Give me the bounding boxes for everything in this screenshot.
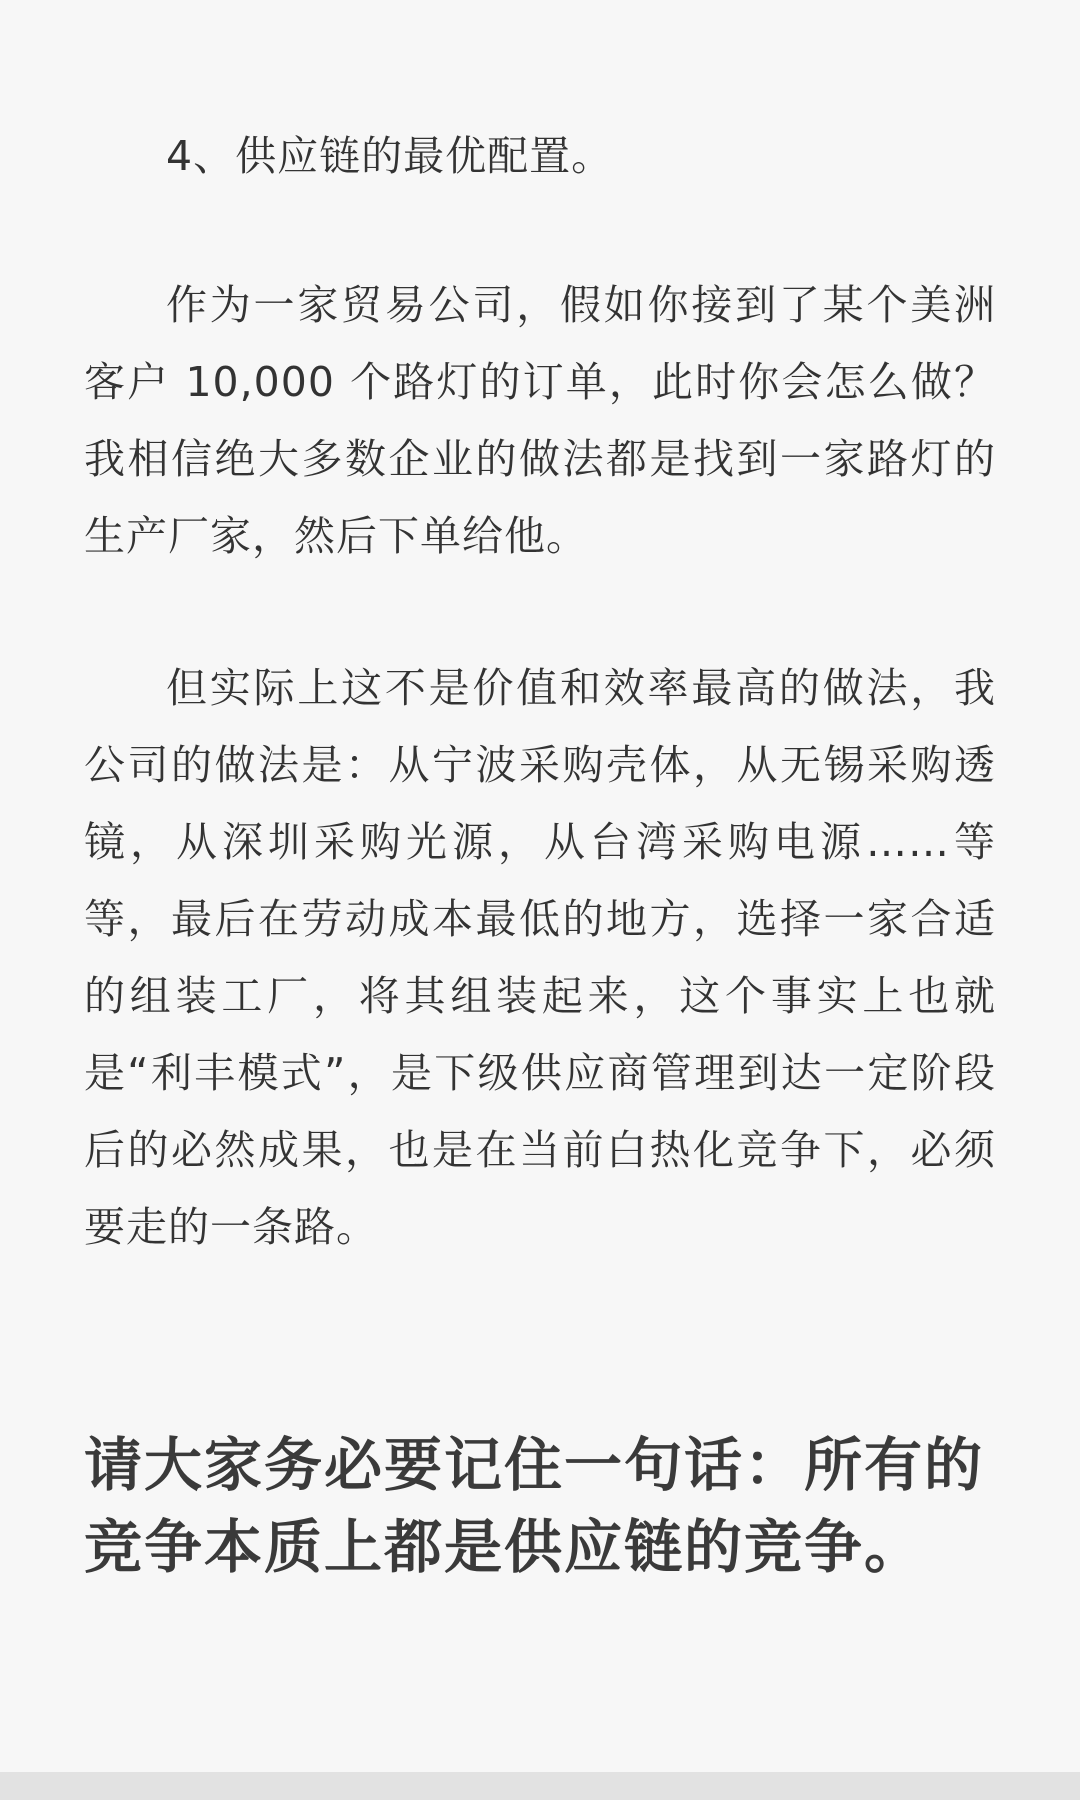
bottom-bar — [0, 1772, 1080, 1800]
key-takeaway-callout: 请大家务必要记住一句话：所有的竞争本质上都是供应链的竞争。 — [84, 1431, 985, 1581]
paragraph-supply-chain-model: 但实际上这不是价值和效率最高的做法，我公司的做法是：从宁波采购壳体，从无锡采购透镜，从深圳采购光源，从台湾采购电源……等等，最后在劳动成本最低的地方，选择一家合适的组装工厂，将其组装起来，这个事实上也就是“利丰模式”，是下级供应商管理到达一定阶段后的必然成果，也是在当前白热化竞争下，必须要走的一条路。 — [84, 664, 996, 1251]
paragraph-trade-order: 作为一家贸易公司，假如你接到了某个美洲客户 10,000 个路灯的订单，此时你会怎么做？我相信绝大多数企业的做法都是找到一家路灯的生产厂家，然后下单给他。 — [84, 281, 996, 560]
section-heading: 4、供应链的最优配置。 — [166, 132, 614, 180]
